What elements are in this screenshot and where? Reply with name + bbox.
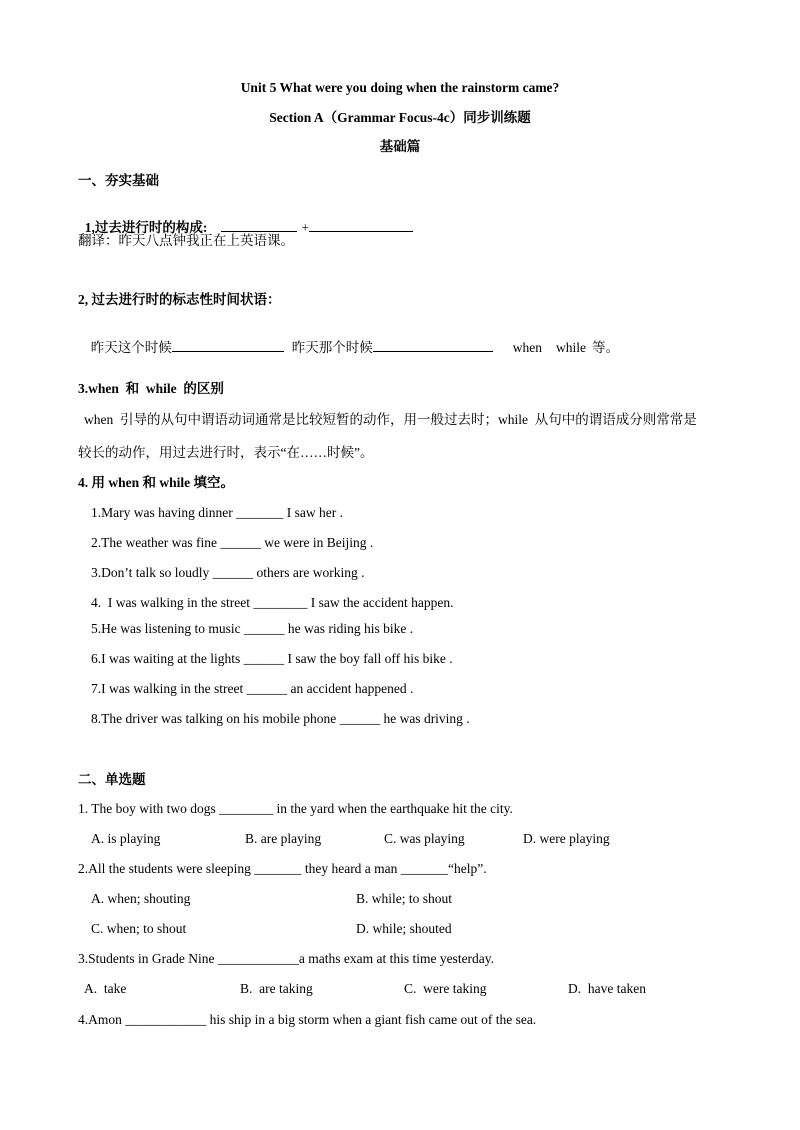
document-subtitle: Section A（Grammar Focus-4c）同步训练题 xyxy=(269,110,531,125)
q4-label: 4. 用 when 和 while 填空。 xyxy=(78,475,235,490)
q3-line-2: 较长的动作，用过去进行时，表示“在……时候”。 xyxy=(78,445,374,460)
q4-item: 3.Don’t talk so loudly ______ others are working . xyxy=(91,565,365,580)
q2-blank-1[interactable] xyxy=(172,339,284,352)
document-title: Unit 5 What were you doing when the rainstorm came? xyxy=(240,80,560,95)
q4-item: 2.The weather was fine ______ we were in Beijing . xyxy=(91,535,374,550)
q4-item: 4. I was walking in the street ________ I saw the accident happen. xyxy=(91,595,454,610)
mc-q1-option-b[interactable]: B. are playing xyxy=(245,831,322,846)
q2-text-2: 昨天那个时候 xyxy=(291,340,373,355)
q3-line-1: when 引导的从句中谓语动词通常是比较短暂的动作，用一般过去时；while 从句中的谓语成分则常常是 xyxy=(84,412,697,427)
part1-heading: 一、夯实基础 xyxy=(78,173,159,188)
q3-label: 3.when 和 while 的区别 xyxy=(78,381,224,396)
mc-q3-option-a[interactable]: A. take xyxy=(84,981,127,996)
mc-q3-option-b[interactable]: B. are taking xyxy=(240,981,313,996)
mc-q3-option-d[interactable]: D. have taken xyxy=(568,981,646,996)
mc-q2-stem: 2.All the students were sleeping _______ they heard a man _______“help”. xyxy=(78,861,487,876)
q1-label: 1,过去进行时的构成: xyxy=(84,220,208,235)
q2-text-1: 昨天这个时候 xyxy=(90,340,172,355)
q1-blank-2[interactable] xyxy=(309,219,413,232)
mc-q3-option-c[interactable]: C. were taking xyxy=(404,981,487,996)
q2-blank-2[interactable] xyxy=(373,339,493,352)
mc-q1-option-d[interactable]: D. were playing xyxy=(523,831,610,846)
q4-item: 7.I was walking in the street ______ an accident happened . xyxy=(91,681,414,696)
mc-q2-option-c[interactable]: C. when; to shout xyxy=(91,921,187,936)
mc-q1-stem: 1. The boy with two dogs ________ in the yard when the earthquake hit the city. xyxy=(78,801,513,816)
q1-blank-1[interactable] xyxy=(221,219,297,232)
q4-item: 8.The driver was talking on his mobile phone ______ he was driving . xyxy=(91,711,470,726)
q2-while: while xyxy=(556,340,586,355)
q2-when: when xyxy=(512,340,542,355)
mc-q1-option-c[interactable]: C. was playing xyxy=(384,831,465,846)
mc-q2-option-d[interactable]: D. while; shouted xyxy=(356,921,452,936)
q1-plus: + xyxy=(301,220,309,235)
q2-label: 2, 过去进行时的标志性时间状语： xyxy=(78,292,281,307)
part2-heading: 二、单选题 xyxy=(78,772,146,787)
mc-q4-stem: 4.Amon ____________ his ship in a big storm when a giant fish came out of the sea. xyxy=(78,1012,537,1027)
mc-q1-option-a[interactable]: A. is playing xyxy=(91,831,161,846)
q4-item: 5.He was listening to music ______ he was riding his bike . xyxy=(91,621,414,636)
q4-item: 6.I was waiting at the lights ______ I saw the boy fall off his bike . xyxy=(91,651,453,666)
q2-row xyxy=(84,321,619,357)
q1-translate: 翻译：昨天八点钟我正在上英语课。 xyxy=(78,233,294,248)
q4-item: 1.Mary was having dinner _______ I saw her . xyxy=(91,505,343,520)
mc-q2-option-a[interactable]: A. when; shouting xyxy=(91,891,191,906)
mc-q2-option-b[interactable]: B. while; to shout xyxy=(356,891,453,906)
level-heading: 基础篇 xyxy=(379,139,421,154)
q2-etc: 等。 xyxy=(592,340,619,355)
mc-q3-stem: 3.Students in Grade Nine ____________a maths exam at this time yesterday. xyxy=(78,951,495,966)
